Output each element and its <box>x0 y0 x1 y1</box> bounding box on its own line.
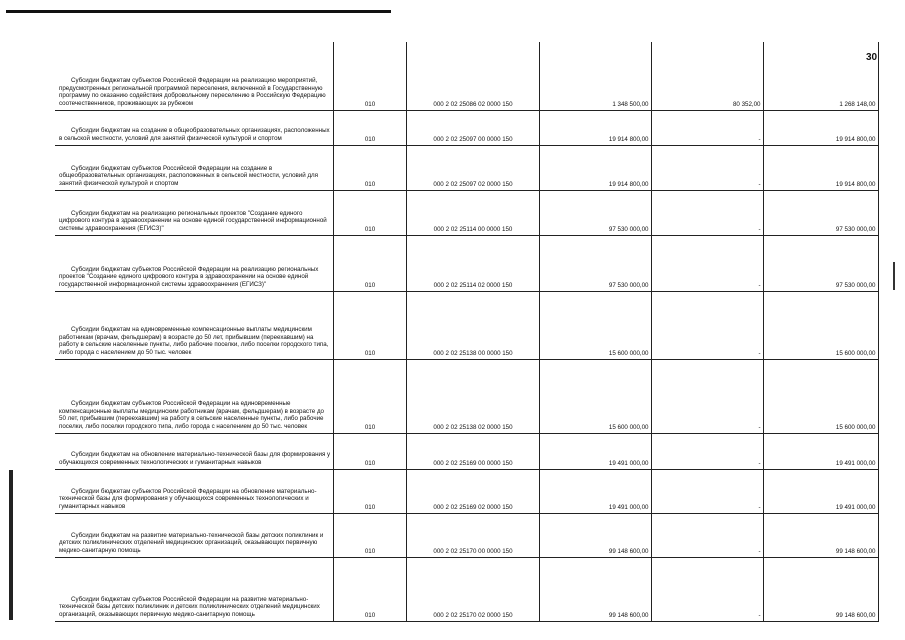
row-remaining-amount <box>763 469 878 513</box>
top-rule <box>6 10 391 13</box>
table-row <box>55 513 878 557</box>
table-row <box>55 42 878 110</box>
row-code-text: 010 <box>364 180 376 188</box>
row-budget-code-text: 000 2 02 25114 00 0000 150 <box>433 225 513 233</box>
row-plan-amount <box>539 235 651 291</box>
row-plan-amount-text: 19 491 000,00 <box>608 459 649 467</box>
table-row <box>55 235 878 291</box>
row-remaining-amount <box>763 42 878 110</box>
row-budget-code-text: 000 2 02 25097 02 0000 150 <box>433 180 513 188</box>
row-plan-amount-text: 1 348 500,00 <box>612 100 649 108</box>
row-description-text: Субсидии бюджетам субъектов Российской Федерации на реализацию региональных проектов "Создание единого цифрового контура в здравоохранении на основе единой государственной информационной системы здравоохранения (ЕГИСЗ)" <box>59 265 319 288</box>
row-budget-code <box>406 235 539 291</box>
row-remaining-amount-text: 97 530 000,00 <box>835 225 876 233</box>
row-description <box>55 190 333 235</box>
row-description-text: Субсидии бюджетам на создание в общеобразовательных организациях, расположенных в сельской местности, условий для занятий физической культурой и спортом <box>59 127 330 142</box>
table-row <box>55 359 878 433</box>
page-number: 30 <box>866 52 878 63</box>
row-description-text: Субсидии бюджетам субъектов Российской Федерации на развитие материально-технической базы детских поликлиник и детских поликлинических отделений медицинских организаций, оказывающих первичную медико-санитарную помощь <box>59 595 320 618</box>
row-executed-amount-text: 80 352,00 <box>732 100 761 108</box>
table-row <box>55 557 878 621</box>
row-budget-code-text: 000 2 02 25114 02 0000 150 <box>433 281 513 289</box>
row-budget-code-text: 000 2 02 25170 00 0000 150 <box>433 547 513 555</box>
row-executed-amount <box>651 557 763 621</box>
row-budget-code-text: 000 2 02 25169 00 0000 150 <box>433 459 513 467</box>
row-plan-amount-text: 19 491 000,00 <box>608 503 649 511</box>
row-plan-amount-text: 99 148 600,00 <box>608 547 649 555</box>
row-executed-amount <box>651 145 763 190</box>
row-description <box>55 433 333 469</box>
row-description <box>55 469 333 513</box>
table-row <box>55 190 878 235</box>
row-budget-code <box>406 433 539 469</box>
row-description <box>55 110 333 145</box>
row-executed-amount-text: - <box>758 547 761 555</box>
row-plan-amount-text: 99 148 600,00 <box>608 611 649 619</box>
row-executed-amount-text: - <box>758 503 761 511</box>
row-description-text: Субсидии бюджетам на единовременные компенсационные выплаты медицинским работникам (врачам, фельдшерам) в возрасте до 50 лет, прибывшим (переехавшим) на работу в сельские населенные пункты, либо рабочие поселки, либо поселки городского типа, либо города с населением до 50 тыс. человек <box>59 326 329 356</box>
row-code-text: 010 <box>364 225 376 233</box>
row-code <box>333 469 406 513</box>
row-plan-amount <box>539 513 651 557</box>
row-executed-amount <box>651 291 763 359</box>
scan-edge-mark <box>9 470 13 620</box>
row-remaining-amount-text: 1 268 148,00 <box>839 100 876 108</box>
scan-edge-mark-right <box>893 262 895 290</box>
row-executed-amount-text: - <box>758 135 761 143</box>
row-budget-code-text: 000 2 02 25138 00 0000 150 <box>433 349 513 357</box>
row-budget-code-text: 000 2 02 25138 02 0000 150 <box>433 423 513 431</box>
table-row <box>55 433 878 469</box>
row-description <box>55 291 333 359</box>
row-remaining-amount-text: 19 914 800,00 <box>835 135 876 143</box>
row-plan-amount <box>539 433 651 469</box>
table-row <box>55 469 878 513</box>
row-code <box>333 110 406 145</box>
row-executed-amount <box>651 513 763 557</box>
row-code-text: 010 <box>364 349 376 357</box>
row-plan-amount-text: 97 530 000,00 <box>608 281 649 289</box>
row-plan-amount <box>539 110 651 145</box>
row-code <box>333 190 406 235</box>
row-plan-amount <box>539 42 651 110</box>
row-budget-code <box>406 557 539 621</box>
row-plan-amount-text: 19 914 800,00 <box>608 135 649 143</box>
row-description <box>55 513 333 557</box>
row-budget-code <box>406 42 539 110</box>
row-executed-amount-text: - <box>758 349 761 357</box>
row-executed-amount <box>651 359 763 433</box>
row-budget-code-text: 000 2 02 25169 02 0000 150 <box>433 503 513 511</box>
row-remaining-amount <box>763 557 878 621</box>
row-description <box>55 557 333 621</box>
row-remaining-amount <box>763 291 878 359</box>
row-description-text: Субсидии бюджетам субъектов Российской Федерации на создание в общеобразовательных организациях, расположенных в сельской местности, условий для занятий физической культурой и спортом <box>59 164 319 187</box>
row-executed-amount <box>651 433 763 469</box>
row-code-text: 010 <box>364 503 376 511</box>
row-executed-amount-text: - <box>758 225 761 233</box>
row-description-text: Субсидии бюджетам на реализацию региональных проектов "Создание единого цифрового контура в здравоохранении на основе единой государственной информационной системы здравоохранения (ЕГИСЗ)" <box>59 209 327 232</box>
row-code <box>333 513 406 557</box>
row-code-text: 010 <box>364 459 376 467</box>
row-plan-amount-text: 19 914 800,00 <box>608 180 649 188</box>
row-plan-amount-text: 15 600 000,00 <box>608 423 649 431</box>
row-remaining-amount-text: 15 600 000,00 <box>835 423 876 431</box>
row-executed-amount <box>651 235 763 291</box>
row-code-text: 010 <box>364 611 376 619</box>
row-plan-amount <box>539 190 651 235</box>
row-code <box>333 145 406 190</box>
row-code-text: 010 <box>364 100 376 108</box>
row-code-text: 010 <box>364 281 376 289</box>
row-plan-amount-text: 15 600 000,00 <box>608 349 649 357</box>
row-description <box>55 359 333 433</box>
row-plan-amount <box>539 557 651 621</box>
row-code-text: 010 <box>364 423 376 431</box>
row-code <box>333 557 406 621</box>
row-description-text: Субсидии бюджетам субъектов Российской Федерации на обновление материально-технической базы для формирования у обучающихся современных технологических и гуманитарных навыков <box>59 487 317 510</box>
row-executed-amount <box>651 110 763 145</box>
row-code-text: 010 <box>364 135 376 143</box>
row-remaining-amount <box>763 110 878 145</box>
table-row <box>55 291 878 359</box>
row-code-text: 010 <box>364 547 376 555</box>
row-executed-amount-text: - <box>758 423 761 431</box>
row-plan-amount <box>539 145 651 190</box>
row-executed-amount <box>651 42 763 110</box>
row-budget-code-text: 000 2 02 25086 02 0000 150 <box>433 100 513 108</box>
row-remaining-amount <box>763 190 878 235</box>
row-description <box>55 42 333 110</box>
row-executed-amount-text: - <box>758 459 761 467</box>
row-remaining-amount-text: 19 491 000,00 <box>835 503 876 511</box>
row-executed-amount-text: - <box>758 611 761 619</box>
row-remaining-amount <box>763 433 878 469</box>
row-executed-amount-text: - <box>758 180 761 188</box>
row-remaining-amount-text: 19 491 000,00 <box>835 459 876 467</box>
row-executed-amount <box>651 469 763 513</box>
row-description <box>55 235 333 291</box>
row-remaining-amount-text: 19 914 800,00 <box>835 180 876 188</box>
row-description-text: Субсидии бюджетам субъектов Российской Федерации на реализацию мероприятий, предусмотренных региональной программой переселения, включенной в Государственную программу по оказанию содействия добровольному переселению в Российскую Федерацию соотечественников, проживающих за рубежом <box>59 77 326 107</box>
row-description-text: Субсидии бюджетам субъектов Российской Федерации на единовременные компенсационные выплаты медицинским работникам (врачам, фельдшерам) в возрасте до 50 лет, прибывшим (переехавшим) на работу в сельские населенные пункты, либо рабочие поселки, либо поселки городского типа, либо города с населением до 50 тыс. человек <box>59 400 324 430</box>
row-budget-code <box>406 110 539 145</box>
row-plan-amount <box>539 291 651 359</box>
row-remaining-amount-text: 99 148 600,00 <box>835 611 876 619</box>
row-budget-code-text: 000 2 02 25097 00 0000 150 <box>433 135 513 143</box>
row-code <box>333 433 406 469</box>
row-budget-code <box>406 513 539 557</box>
row-code <box>333 42 406 110</box>
row-budget-code <box>406 190 539 235</box>
budget-table <box>55 42 879 622</box>
row-remaining-amount-text: 97 530 000,00 <box>835 281 876 289</box>
row-description-text: Субсидии бюджетам на обновление материально-технической базы для формирования у обучающихся современных технологических и гуманитарных навыков <box>59 451 331 466</box>
row-plan-amount <box>539 469 651 513</box>
row-remaining-amount <box>763 145 878 190</box>
row-remaining-amount-text: 15 600 000,00 <box>835 349 876 357</box>
row-plan-amount-text: 97 530 000,00 <box>608 225 649 233</box>
row-budget-code <box>406 145 539 190</box>
row-plan-amount <box>539 359 651 433</box>
row-remaining-amount <box>763 235 878 291</box>
row-executed-amount-text: - <box>758 281 761 289</box>
row-remaining-amount-text: 99 148 600,00 <box>835 547 876 555</box>
row-budget-code <box>406 359 539 433</box>
row-budget-code <box>406 469 539 513</box>
row-code <box>333 235 406 291</box>
row-budget-code-text: 000 2 02 25170 02 0000 150 <box>433 611 513 619</box>
row-remaining-amount <box>763 359 878 433</box>
row-code <box>333 359 406 433</box>
row-budget-code <box>406 291 539 359</box>
row-remaining-amount <box>763 513 878 557</box>
table-row <box>55 145 878 190</box>
row-description <box>55 145 333 190</box>
row-executed-amount <box>651 190 763 235</box>
row-code <box>333 291 406 359</box>
table-row <box>55 110 878 145</box>
row-description-text: Субсидии бюджетам на развитие материально-технической базы детских поликлиник и детских поликлинических отделений медицинских организаций, оказывающих первичную медико-санитарную помощь <box>59 531 324 554</box>
